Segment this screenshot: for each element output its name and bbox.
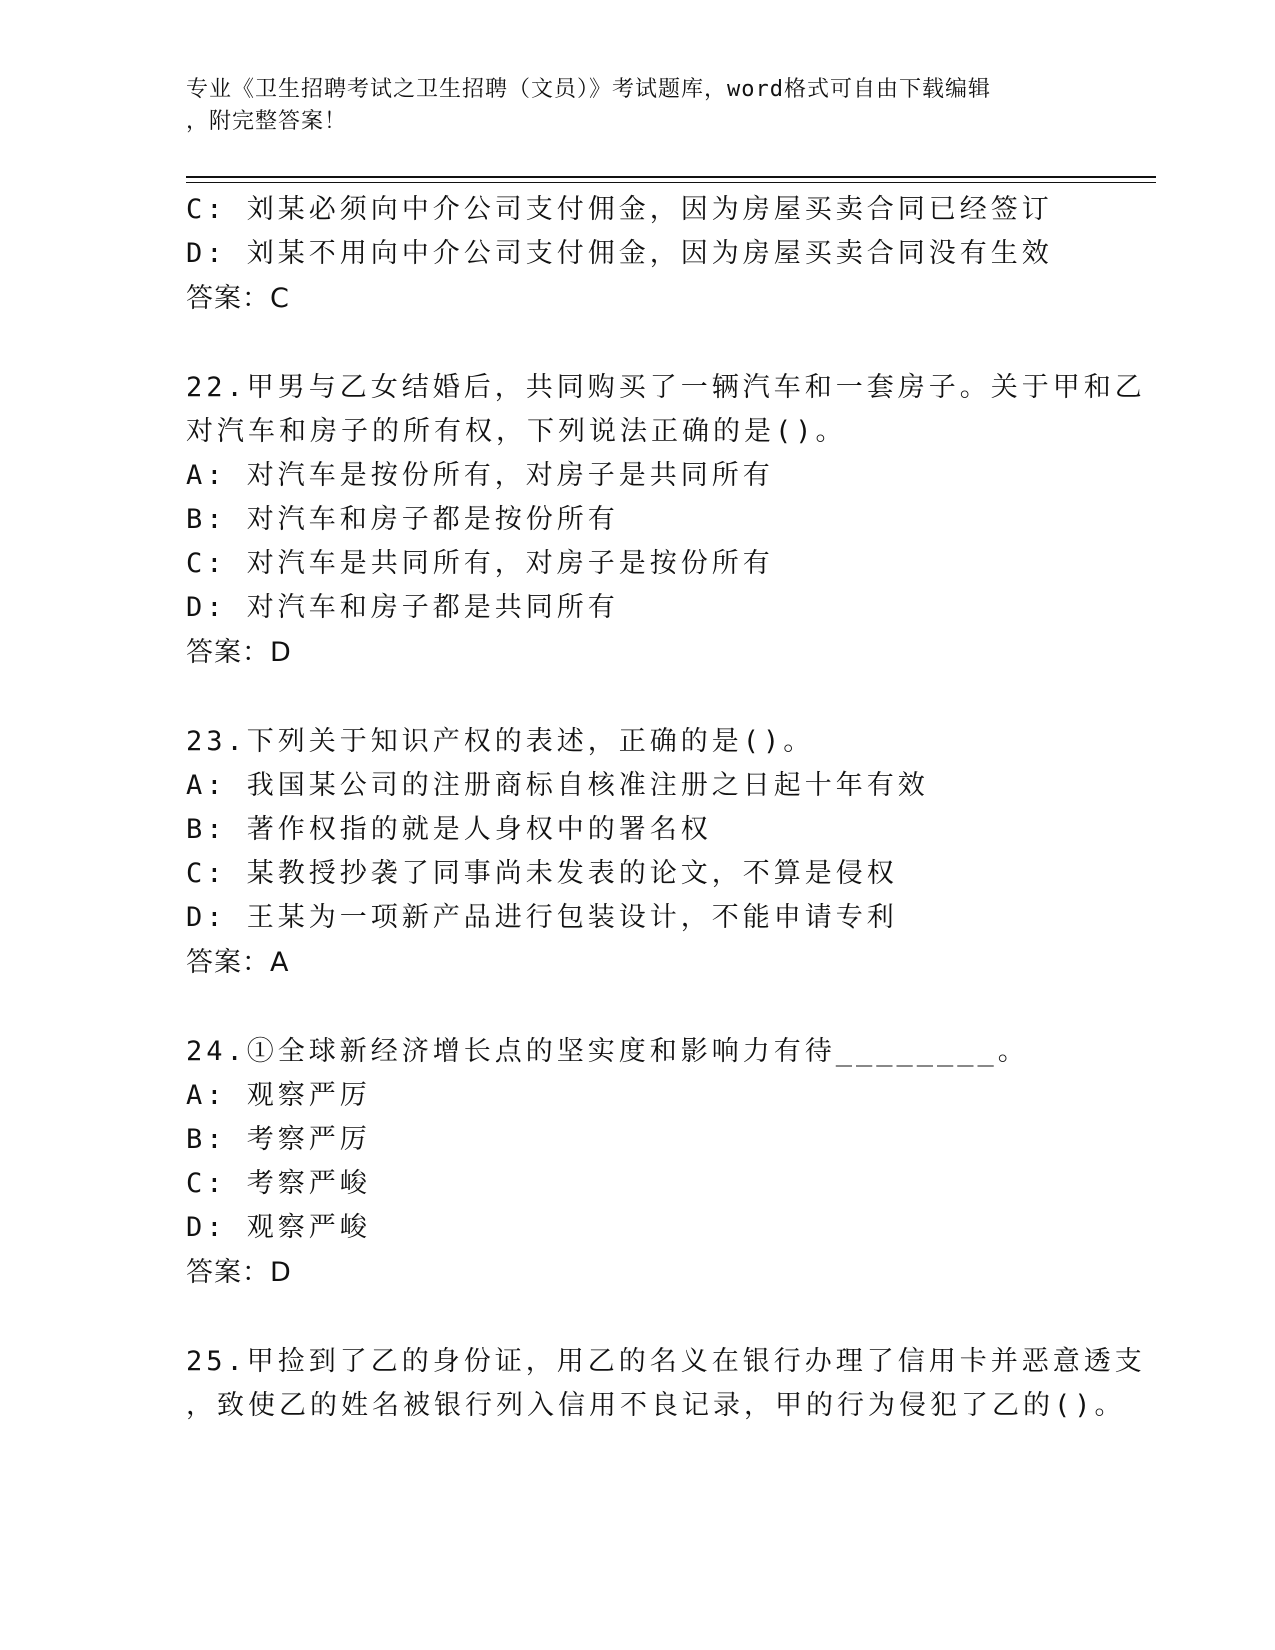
q22-option-c: C: 对汽车是共同所有，对房子是按份所有 [186, 548, 774, 579]
q22-stem-line-1: 22.甲男与乙女结婚后，共同购买了一辆汽车和一套房子。关于甲和乙 [186, 372, 1146, 403]
header-divider-thick [186, 176, 1156, 178]
header-divider-thin [186, 182, 1156, 183]
q25-stem-line-1: 25.甲捡到了乙的身份证，用乙的名义在银行办理了信用卡并恶意透支 [186, 1346, 1146, 1377]
header-line-1: 专业《卫生招聘考试之卫生招聘（文员）》考试题库，word格式可自由下载编辑 [186, 77, 991, 102]
q22-option-a: A: 对汽车是按份所有，对房子是共同所有 [186, 460, 774, 491]
q22-option-b: B: 对汽车和房子都是按份所有 [186, 504, 619, 535]
q23-option-c: C: 某教授抄袭了同事尚未发表的论文，不算是侵权 [186, 858, 898, 889]
header-line-2: ，附完整答案！ [186, 109, 348, 134]
q24-option-c: C: 考察严峻 [186, 1168, 371, 1199]
q24-stem-line-1: 24.①全球新经济增长点的坚实度和影响力有待________。 [186, 1036, 1029, 1067]
q24-option-a: A: 观察严厉 [186, 1080, 371, 1111]
q23-option-d: D: 王某为一项新产品进行包装设计，不能申请专利 [186, 902, 898, 933]
prev-option-d: D: 刘某不用向中介公司支付佣金，因为房屋买卖合同没有生效 [186, 238, 1053, 269]
q25-stem-line-2: ，致使乙的姓名被银行列入信用不良记录，甲的行为侵犯了乙的()。 [186, 1390, 1126, 1421]
prev-answer: 答案：C [186, 283, 290, 314]
q23-option-b: B: 著作权指的就是人身权中的署名权 [186, 814, 712, 845]
q22-stem-line-2: 对汽车和房子的所有权，下列说法正确的是()。 [186, 416, 847, 447]
document-header [186, 74, 1076, 138]
q23-option-a: A: 我国某公司的注册商标自核准注册之日起十年有效 [186, 770, 929, 801]
q23-answer: 答案：A [186, 947, 290, 978]
q24-option-d: D: 观察严峻 [186, 1212, 371, 1243]
prev-option-c: C: 刘某必须向中介公司支付佣金，因为房屋买卖合同已经签订 [186, 194, 1053, 225]
q24-answer: 答案：D [186, 1257, 292, 1288]
q22-option-d: D: 对汽车和房子都是共同所有 [186, 592, 619, 623]
q22-answer: 答案：D [186, 637, 292, 668]
q23-stem-line-1: 23.下列关于知识产权的表述，正确的是()。 [186, 726, 815, 757]
q24-option-b: B: 考察严厉 [186, 1124, 371, 1155]
